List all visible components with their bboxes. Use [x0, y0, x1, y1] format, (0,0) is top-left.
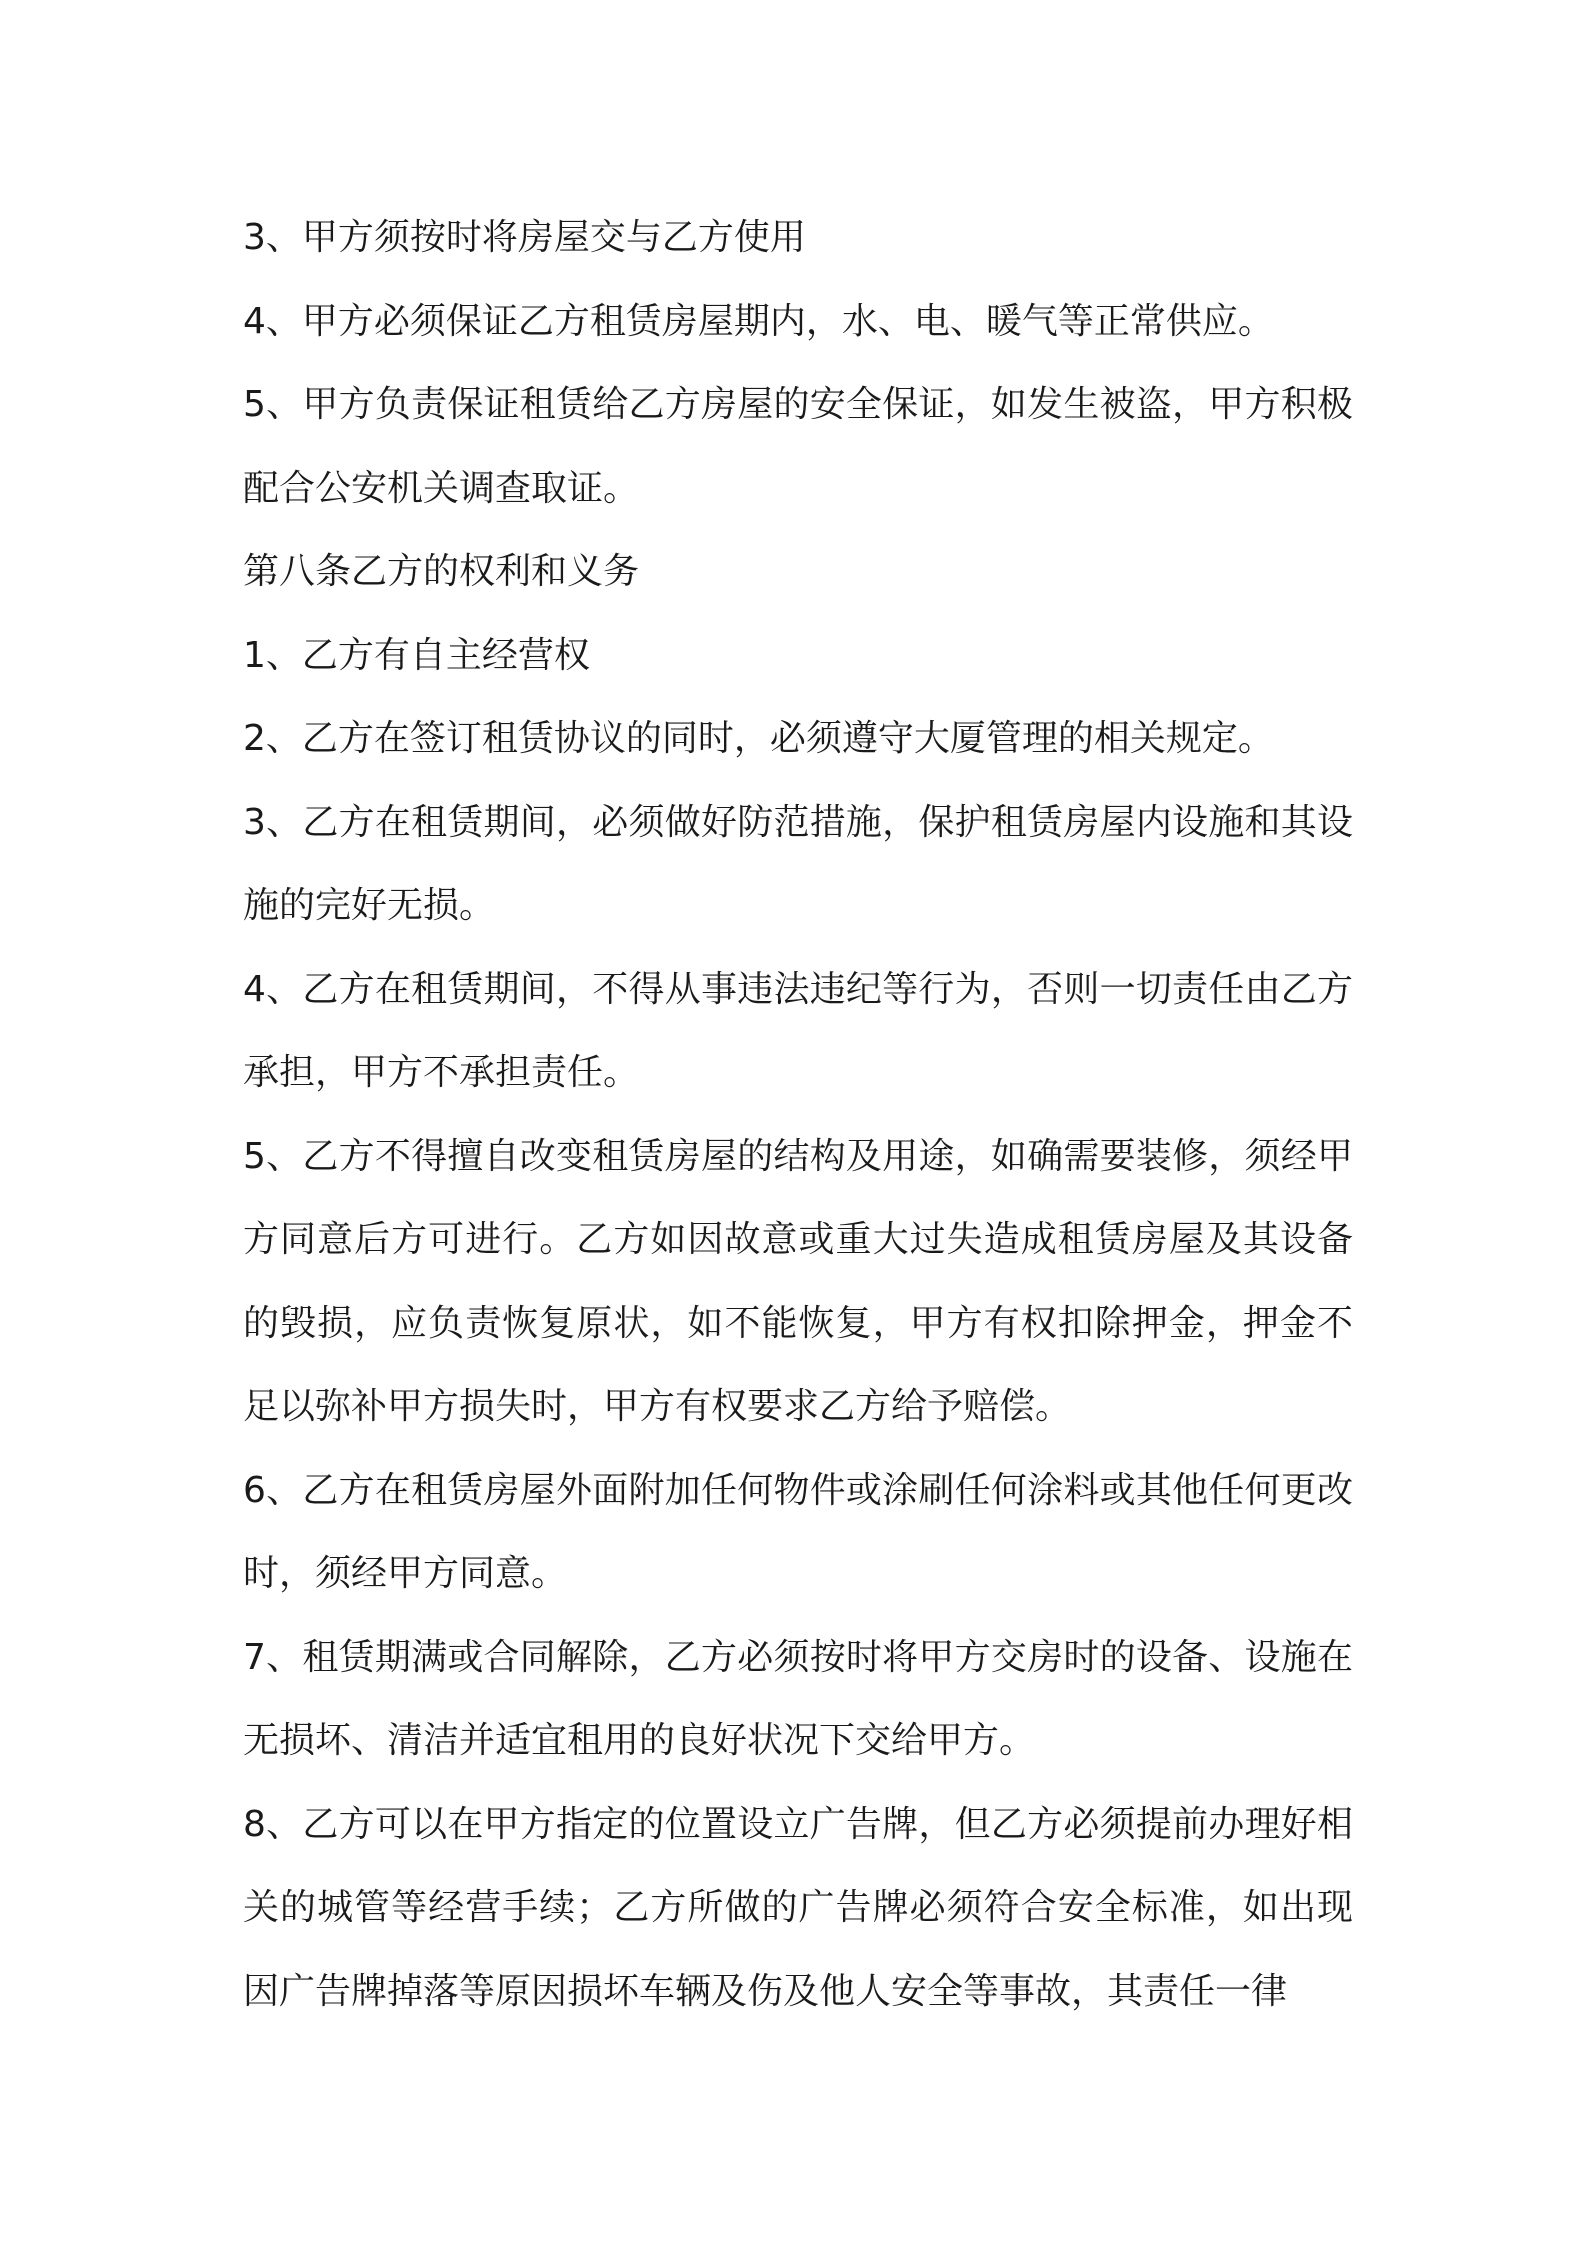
clause-party-b-6: 6、乙方在租赁房屋外面附加任何物件或涂刷任何涂料或其他任何更改时，须经甲方同意。 [243, 1469, 1353, 1594]
clause-party-a-5: 5、甲方负责保证租赁给乙方房屋的安全保证，如发生被盗，甲方积极配合公安机关调查取证。 [243, 384, 1353, 509]
clause-party-b-2: 2、乙方在签订租赁协议的同时，必须遵守大厦管理的相关规定。 [243, 718, 1274, 759]
clause-party-b-8: 8、乙方可以在甲方指定的位置设立广告牌，但乙方必须提前办理好相关的城管等经营手续；乙方所做的广告牌必须符合安全标准，如出现因广告牌掉落等原因损坏车辆及伤及他人安全等事故，其责任一律 [243, 1803, 1353, 2012]
clause-party-b-5: 5、乙方不得擅自改变租赁房屋的结构及用途，如确需要装修，须经甲方同意后方可进行。乙方如因故意或重大过失造成租赁房屋及其设备的毁损，应负责恢复原状，如不能恢复，甲方有权扣除押金，押金不足以弥补甲方损失时，甲方有权要求乙方给予赔偿。 [243, 1135, 1353, 1427]
clause-party-a-3: 3、甲方须按时将房屋交与乙方使用 [243, 217, 806, 258]
clause-party-b-4: 4、乙方在租赁期间，不得从事违法违纪等行为，否则一切责任由乙方承担，甲方不承担责任。 [243, 968, 1353, 1093]
clause-party-b-1: 1、乙方有自主经营权 [243, 634, 590, 676]
clause-party-b-7: 7、租赁期满或合同解除，乙方必须按时将甲方交房时的设备、设施在无损坏、清洁并适宜租用的良好状况下交给甲方。 [243, 1636, 1353, 1761]
clause-party-a-4: 4、甲方必须保证乙方租赁房屋期内，水、电、暖气等正常供应。 [243, 300, 1274, 342]
article-8-heading: 第八条乙方的权利和义务 [243, 551, 640, 592]
document-body [243, 196, 1353, 2033]
clause-party-b-3: 3、乙方在租赁期间，必须做好防范措施，保护租赁房屋内设施和其设施的完好无损。 [243, 801, 1353, 926]
